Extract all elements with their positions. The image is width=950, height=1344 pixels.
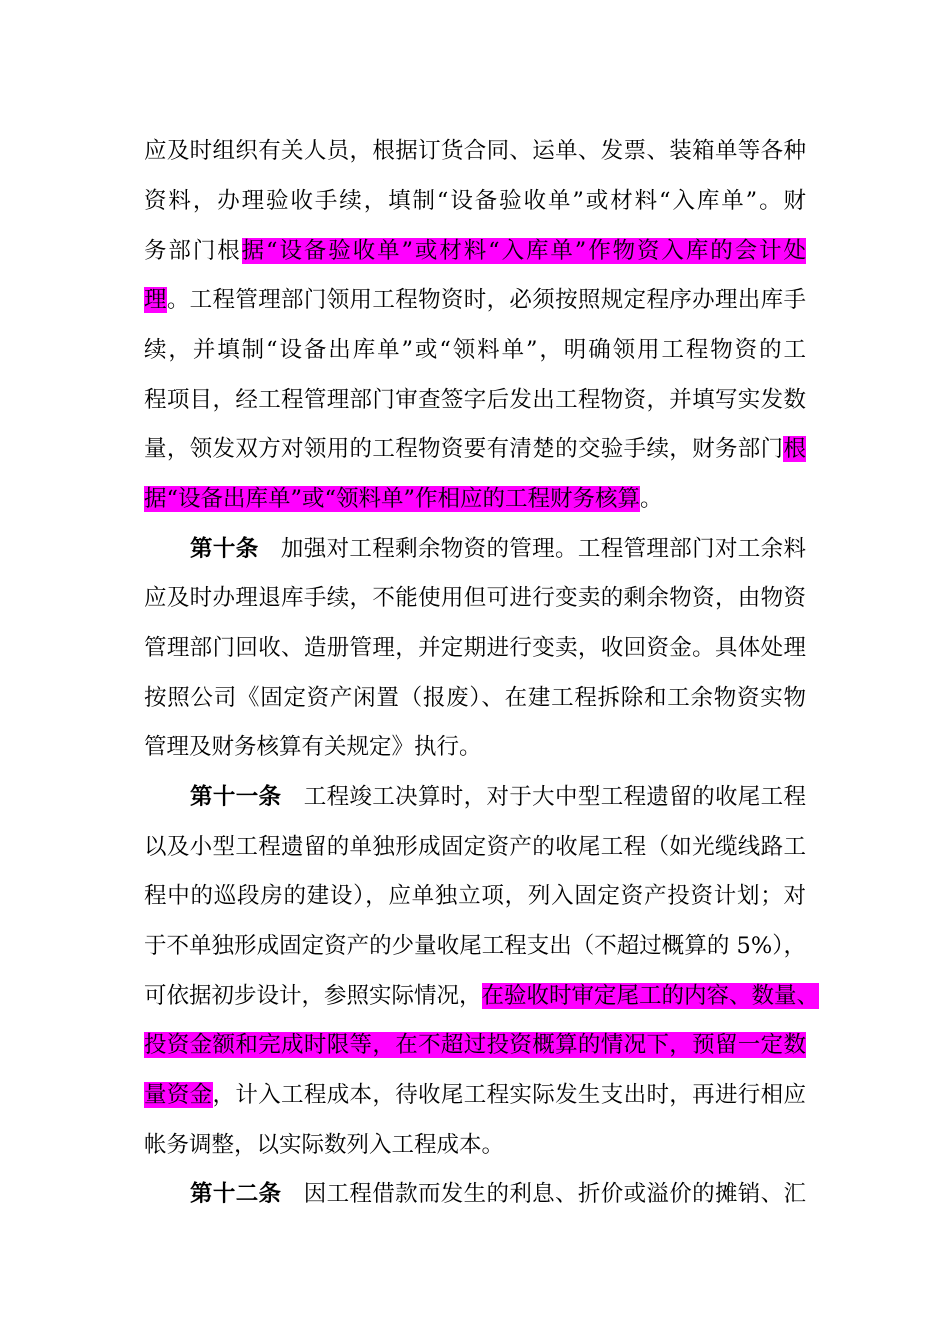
highlighted-text: 投资金额和完成时限等，在不超过投资概算的情况下，预留一定数 xyxy=(144,1032,806,1058)
text-segment: 量，领发双方对领用的工程物资要有清楚的交验手续，财务部门 xyxy=(144,436,784,462)
article-number: 第十条 xyxy=(190,536,259,562)
text-segment: 程项目，经工程管理部门审查签字后发出工程物资，并填写实发数 xyxy=(144,387,806,413)
text-segment: 工程竣工决算时，对于大中型工程遗留的收尾工程 xyxy=(303,784,806,810)
highlighted-text: 据“设备出库单”或“领料单”作相应的工程财务核算 xyxy=(144,486,641,512)
text-segment: 程中的巡段房的建设），应单独立项，列入固定资产投资计划；对 xyxy=(144,883,806,909)
text-line xyxy=(144,980,820,1012)
text-line xyxy=(144,235,806,267)
text-segment: 按照公司《固定资产闲置（报废）、在建工程拆除和工余物资实物 xyxy=(144,685,806,711)
article-number: 第十一条 xyxy=(190,784,282,810)
text-line xyxy=(144,433,806,465)
text-segment: ，计入工程成本，待收尾工程实际发生支出时，再进行相应 xyxy=(212,1082,806,1108)
text-segment: 应及时办理退库手续，不能使用但可进行变卖的剩余物资，由物资 xyxy=(144,585,806,611)
text-line xyxy=(144,880,806,912)
text-line xyxy=(144,632,806,664)
text-segment: 加强对工程剩余物资的管理。工程管理部门对工余料 xyxy=(280,536,806,562)
text-line xyxy=(144,930,806,962)
text-segment: 以及小型工程遗留的单独形成固定资产的收尾工程（如光缆线路工 xyxy=(144,834,806,860)
text-line xyxy=(144,1129,806,1161)
highlighted-text: 理 xyxy=(144,287,167,313)
text-segment: 续，并填制“设备出库单”或“领料单”，明确领用工程物资的工 xyxy=(144,337,806,363)
text-segment: 管理部门回收、造册管理，并定期进行变卖，收回资金。具体处理 xyxy=(144,635,806,661)
highlighted-text: 在验收时审定尾工的内容、数量、 xyxy=(481,983,820,1009)
text-line xyxy=(144,731,806,763)
text-line xyxy=(144,284,806,316)
text-line xyxy=(190,781,806,813)
highlighted-text: 据“设备验收单”或材料“入库单”作物资入库的会计处 xyxy=(241,238,806,264)
text-line xyxy=(144,582,806,614)
text-line xyxy=(144,831,806,863)
text-segment: 。工程管理部门领用工程物资时，必须按照规定程序办理出库手 xyxy=(166,287,806,313)
text-segment: 务部门根 xyxy=(144,238,242,264)
text-line xyxy=(144,384,806,416)
text-line xyxy=(190,533,806,565)
text-line xyxy=(190,1178,806,1210)
highlighted-text: 量资金 xyxy=(144,1082,213,1108)
text-segment: 。 xyxy=(640,486,663,512)
text-segment: 管理及财务核算有关规定》执行。 xyxy=(144,734,482,760)
text-segment: 于不单独形成固定资产的少量收尾工程支出（不超过概算的 5%）， xyxy=(144,933,806,959)
text-line xyxy=(144,682,806,714)
text-segment: 因工程借款而发生的利息、折价或溢价的摊销、汇 xyxy=(303,1181,806,1207)
text-line xyxy=(144,483,806,515)
text-line xyxy=(144,185,806,217)
text-line xyxy=(144,135,806,167)
text-segment: 可依据初步设计，参照实际情况， xyxy=(144,983,482,1009)
text-line xyxy=(144,1029,806,1061)
text-segment: 帐务调整，以实际数列入工程成本。 xyxy=(144,1132,505,1158)
text-segment: 资料，办理验收手续，填制“设备验收单”或材料“入库单”。财 xyxy=(144,188,806,214)
text-line xyxy=(144,334,806,366)
text-segment: 应及时组织有关人员，根据订货合同、运单、发票、装箱单等各种 xyxy=(144,138,806,164)
article-number: 第十二条 xyxy=(190,1181,282,1207)
highlighted-text: 根 xyxy=(783,436,806,462)
text-line xyxy=(144,1079,806,1111)
